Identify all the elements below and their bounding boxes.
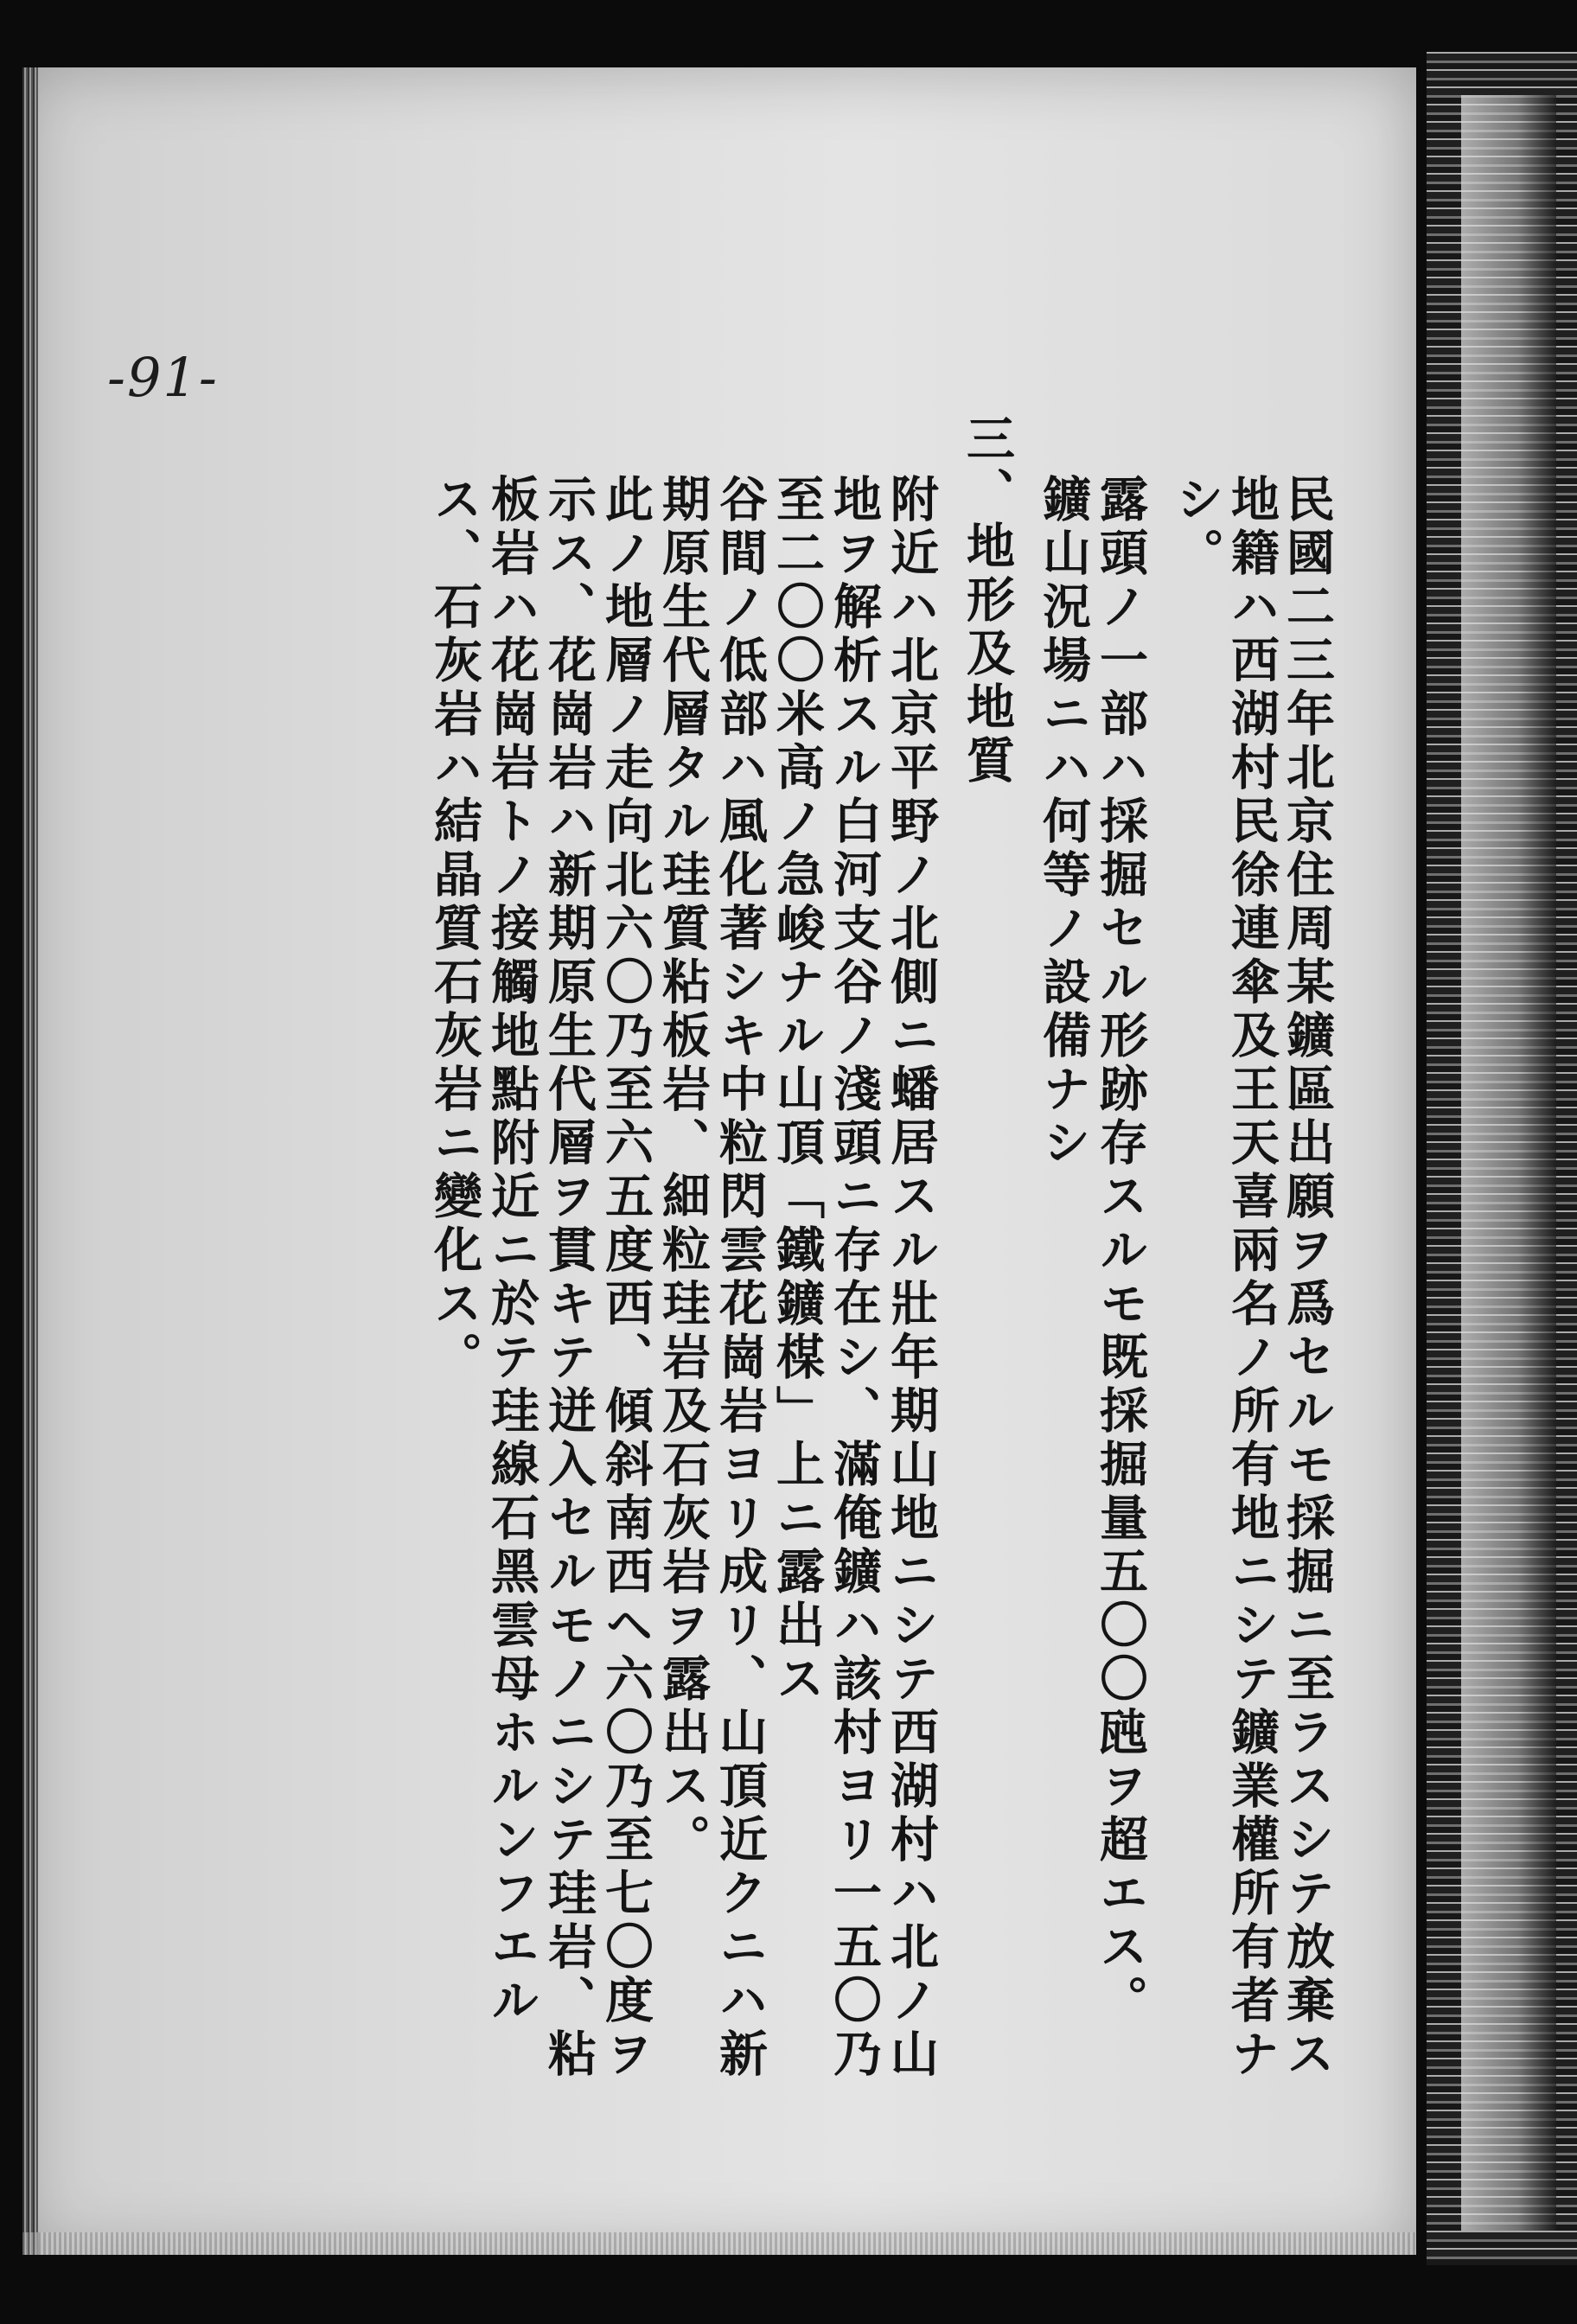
section-heading: 三、地形及地質 [959, 413, 1016, 788]
text-column-15: ス、石灰岩ハ結晶質石灰岩ニ變化ス。 [426, 474, 483, 1385]
text-column-7: 附近ハ北京平野ノ北側ニ蟠居スル壯年期山地ニシテ西湖村ハ北ノ山 [883, 474, 940, 2082]
text-column-3: シ。 [1168, 474, 1225, 581]
text-column-1: 民國二三年北京住周某鑛區出願ヲ爲セルモ採掘ニ至ラスシテ放棄ス [1279, 474, 1336, 2082]
text-column-4: 露頭ノ一部ハ採掘セル形跡存スルモ既採掘量五〇〇瓲ヲ超エス。 [1092, 474, 1149, 2028]
text-column-11: 期原生代層タル珪質粘板岩、細粒珪岩及石灰岩ヲ露出ス。 [654, 474, 712, 1868]
text-column-14: 板岩ハ花崗岩トノ接觸地點附近ニ於テ珪線石黑雲母ホルンフエル [483, 474, 540, 2028]
text-column-2: 地籍ハ西湖村民徐連傘及王天喜兩名ノ所有地ニシテ鑛業權所有者ナ [1223, 474, 1280, 2082]
page-number: -91- [107, 346, 219, 409]
adjacent-page-shading [1461, 95, 1556, 2231]
text-column-13: 示ス、花崗岩ハ新期原生代層ヲ貫キテ迸入セルモノニシテ珪岩、粘 [540, 474, 597, 2082]
text-column-8: 地ヲ解析スル白河支谷ノ淺頭ニ存在シ、滿俺鑛ハ該村ヨリ一五〇乃 [826, 474, 883, 2082]
text-column-10: 谷間ノ低部ハ風化著シキ中粒閃雲花崗岩ヨリ成リ、山頂近クニハ新 [712, 474, 769, 2082]
document-page [22, 67, 1416, 2255]
body-text [176, 413, 1336, 2082]
text-column-12: 此ノ地層ノ走向北六〇乃至六五度西、傾斜南西ヘ六〇乃至七〇度ヲ [597, 474, 654, 2082]
text-column-9: 至二〇〇米高ノ急峻ナル山頂「鐵鑛楳」上ニ露出ス [769, 474, 826, 1707]
text-column-5: 鑛山況場ニハ何等ノ設備ナシ [1035, 474, 1092, 1171]
